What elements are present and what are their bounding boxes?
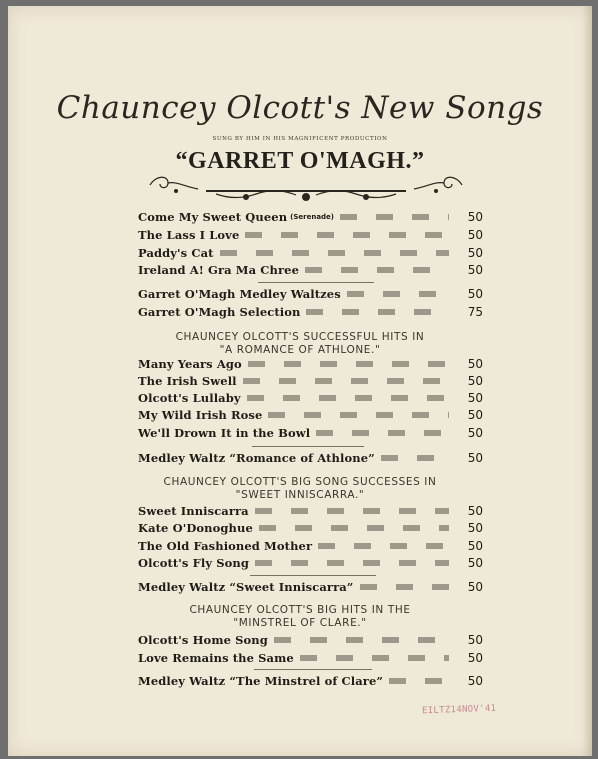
song-title: We'll Drown It in the Bowl <box>138 426 311 440</box>
song-row <box>138 407 483 423</box>
song-title: Sweet Inniscarra <box>138 504 249 518</box>
song-price: 50 <box>467 580 483 594</box>
song-row <box>138 262 483 278</box>
song-title: Ireland A! Gra Ma Chree <box>138 263 299 277</box>
song-row <box>138 538 483 554</box>
song-row <box>138 245 483 261</box>
song-title: My Wild Irish Rose <box>138 408 263 422</box>
dot-leader <box>318 543 449 549</box>
dot-leader <box>259 525 449 531</box>
section-heading: CHAUNCEY OLCOTT'S SUCCESSFUL HITS IN <box>175 331 425 343</box>
song-price: 50 <box>467 521 483 535</box>
song-title: Paddy's Cat <box>138 246 214 260</box>
sheet-music-back-cover <box>8 6 592 756</box>
song-price: 50 <box>467 451 483 465</box>
dot-leader <box>245 232 449 238</box>
scroll-ornament <box>146 161 466 205</box>
dot-leader <box>389 678 449 684</box>
song-price: 50 <box>467 246 483 260</box>
dot-leader <box>274 637 449 643</box>
dot-leader <box>220 250 449 256</box>
song-title: Medley Waltz “Sweet Inniscarra” <box>138 580 354 594</box>
song-row <box>138 425 483 441</box>
song-title: Olcott's Lullaby <box>138 391 241 405</box>
song-row <box>138 503 483 519</box>
song-title: Garret O'Magh Selection <box>138 305 301 319</box>
song-row <box>138 555 483 571</box>
song-row <box>138 286 483 302</box>
dot-leader <box>360 584 450 590</box>
divider <box>254 669 372 670</box>
page-subtitle: SUNG BY HIM IN HIS MAGNIFICENT PRODUCTION <box>212 136 388 142</box>
song-price: 50 <box>467 539 483 553</box>
song-row <box>138 356 483 372</box>
divider <box>250 575 376 576</box>
divider <box>252 446 364 447</box>
dot-leader <box>306 309 449 315</box>
dot-leader <box>268 412 449 418</box>
song-row <box>138 304 483 320</box>
song-row <box>138 632 483 648</box>
song-title: Garret O'Magh Medley Waltzes <box>138 287 341 301</box>
section-subheading: "SWEET INNISCARRA." <box>235 489 365 501</box>
song-price: 50 <box>467 633 483 647</box>
library-stamp: EILTZ14NOV'41 <box>421 703 497 717</box>
dot-leader <box>300 655 449 661</box>
dot-leader <box>248 361 449 367</box>
song-title: Olcott's Home Song <box>138 633 268 647</box>
song-row <box>138 450 483 466</box>
section-heading: CHAUNCEY OLCOTT'S BIG SONG SUCCESSES IN <box>163 476 437 488</box>
song-price: 50 <box>467 287 483 301</box>
song-title: Olcott's Fly Song <box>138 556 249 570</box>
song-price: 50 <box>467 651 483 665</box>
song-row <box>138 520 483 536</box>
song-row <box>138 673 483 689</box>
dot-leader <box>247 395 449 401</box>
page-title: Chauncey Olcott's New Songs <box>56 90 544 126</box>
song-title: Love Remains the Same <box>138 651 294 665</box>
song-price: 50 <box>467 210 483 224</box>
song-row <box>138 227 483 243</box>
song-price: 50 <box>467 228 483 242</box>
song-price: 50 <box>467 426 483 440</box>
dot-leader <box>316 430 449 436</box>
song-price: 50 <box>467 374 483 388</box>
section-heading: CHAUNCEY OLCOTT'S BIG HITS IN THE <box>189 604 411 616</box>
section-subheading: "MINSTREL OF CLARE." <box>233 617 367 629</box>
song-price: 50 <box>467 357 483 371</box>
song-title: Medley Waltz “Romance of Athlone” <box>138 451 375 465</box>
song-row <box>138 650 483 666</box>
song-price: 50 <box>467 263 483 277</box>
song-title: Kate O'Donoghue <box>138 521 253 535</box>
song-title: Many Years Ago <box>138 357 242 371</box>
dot-leader <box>340 214 449 220</box>
song-title: The Irish Swell <box>138 374 237 388</box>
song-row <box>138 390 483 406</box>
dot-leader <box>255 508 449 514</box>
song-price: 75 <box>467 305 483 319</box>
song-price: 50 <box>467 504 483 518</box>
section-subheading: "A ROMANCE OF ATHLONE." <box>219 344 381 356</box>
dot-leader <box>305 267 449 273</box>
divider <box>258 282 374 283</box>
song-title: Medley Waltz “The Minstrel of Clare” <box>138 674 384 688</box>
song-price: 50 <box>467 674 483 688</box>
song-note: (Serenade) <box>290 213 335 221</box>
song-price: 50 <box>467 391 483 405</box>
song-title: The Lass I Love <box>138 228 240 242</box>
song-title: Come My Sweet Queen <box>138 210 288 224</box>
dot-leader <box>255 560 449 566</box>
song-title: The Old Fashioned Mother <box>138 539 313 553</box>
dot-leader <box>243 378 449 384</box>
dot-leader <box>347 291 449 297</box>
song-row <box>138 209 483 225</box>
song-price: 50 <box>467 556 483 570</box>
song-price: 50 <box>467 408 483 422</box>
dot-leader <box>381 455 449 461</box>
song-row <box>138 579 483 595</box>
song-row <box>138 373 483 389</box>
production-title: “GARRET O'MAGH.” <box>175 148 425 174</box>
